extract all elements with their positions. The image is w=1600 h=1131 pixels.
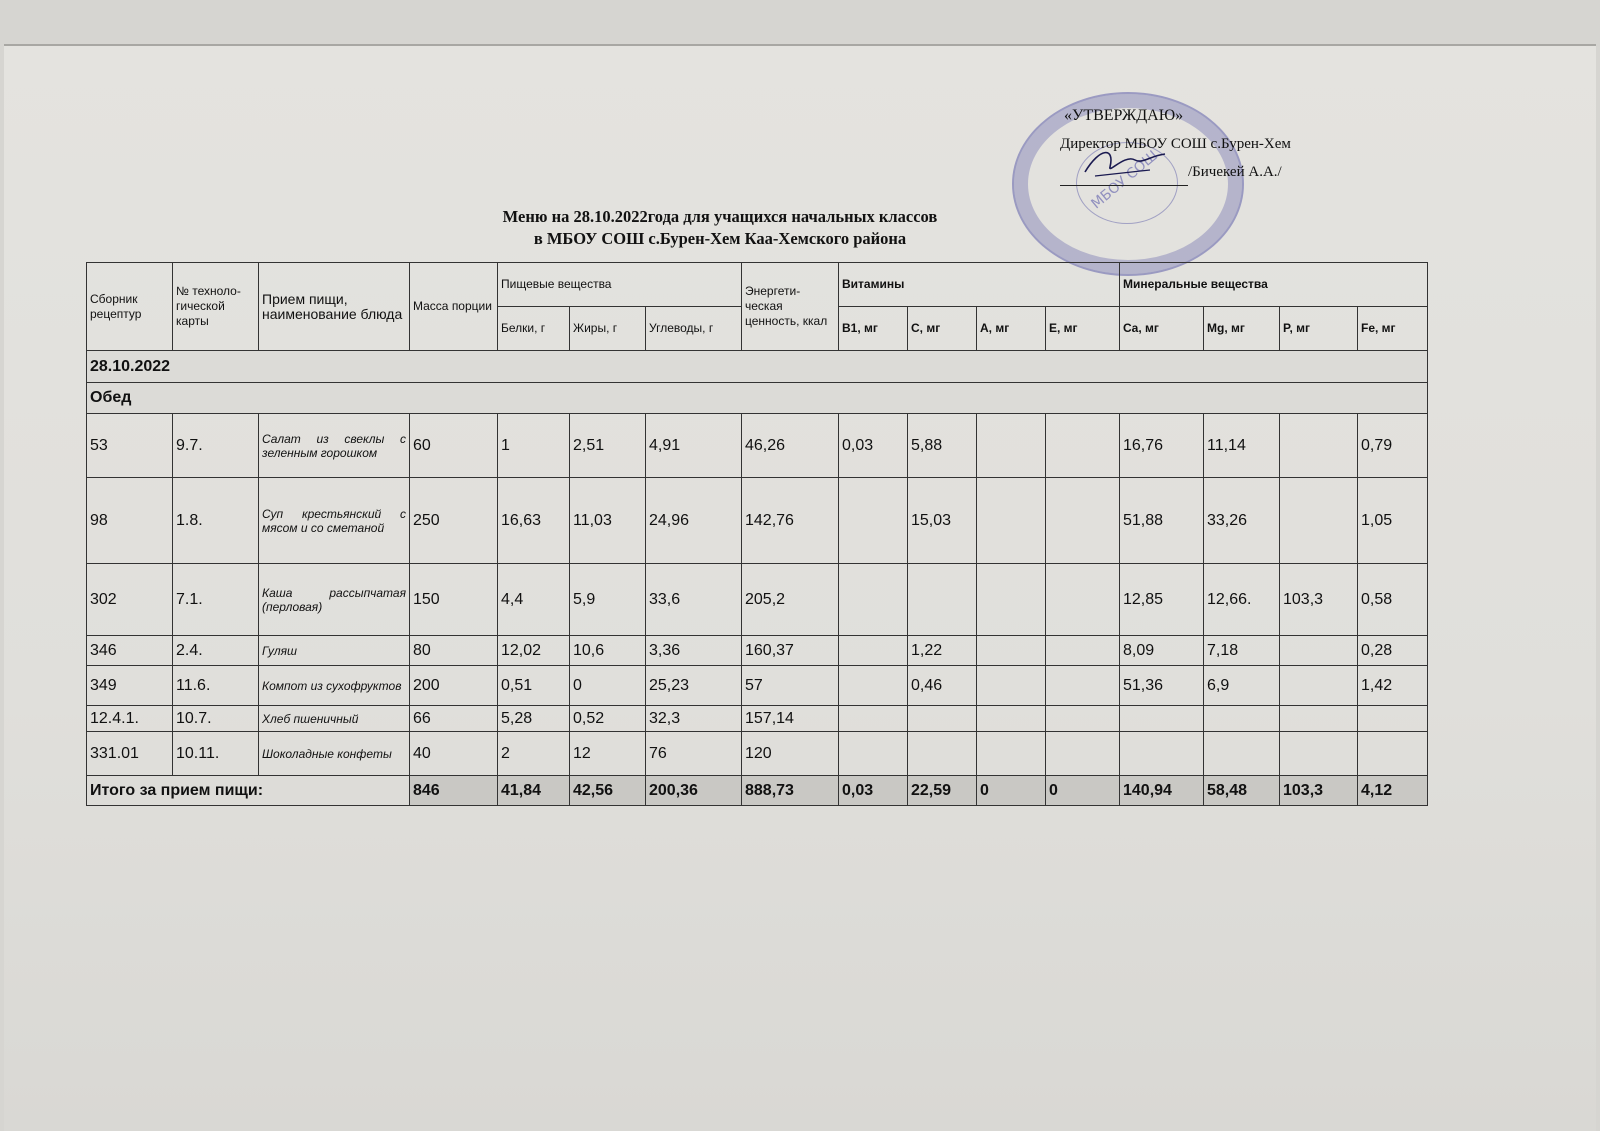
cell-carbs: 25,23 (646, 666, 742, 706)
cell-proteins: 4,4 (498, 564, 570, 636)
total-b1: 0,03 (839, 776, 908, 806)
cell-ca: 8,09 (1120, 636, 1204, 666)
cell-carbs: 4,91 (646, 414, 742, 478)
cell-b1 (839, 636, 908, 666)
table-row (87, 732, 1428, 776)
total-mass: 846 (410, 776, 498, 806)
cell-tech-card: 2.4. (173, 636, 259, 666)
cell-fe (1358, 732, 1428, 776)
cell-p (1280, 636, 1358, 666)
cell-recipe-collection: 331.01 (87, 732, 173, 776)
cell-tech-card: 10.11. (173, 732, 259, 776)
cell-e (1046, 414, 1120, 478)
meal-row: Обед (87, 383, 1428, 414)
cell-proteins: 2 (498, 732, 570, 776)
cell-c: 15,03 (908, 478, 977, 564)
cell-ca (1120, 732, 1204, 776)
cell-fe (1358, 706, 1428, 732)
total-fe: 4,12 (1358, 776, 1428, 806)
cell-fats: 10,6 (570, 636, 646, 666)
cell-energy: 160,37 (742, 636, 839, 666)
cell-fats: 5,9 (570, 564, 646, 636)
cell-energy: 120 (742, 732, 839, 776)
cell-mass: 60 (410, 414, 498, 478)
header-a: A, мг (977, 307, 1046, 351)
cell-ca: 16,76 (1120, 414, 1204, 478)
cell-e (1046, 564, 1120, 636)
total-c: 22,59 (908, 776, 977, 806)
total-fat: 42,56 (570, 776, 646, 806)
cell-fats: 0 (570, 666, 646, 706)
cell-carbs: 76 (646, 732, 742, 776)
cell-fats: 12 (570, 732, 646, 776)
cell-recipe-collection: 12.4.1. (87, 706, 173, 732)
cell-fats: 0,52 (570, 706, 646, 732)
cell-a (977, 478, 1046, 564)
cell-mg: 6,9 (1204, 666, 1280, 706)
header-nutrients: Пищевые вещества (498, 263, 742, 307)
cell-ca: 51,88 (1120, 478, 1204, 564)
cell-ca (1120, 706, 1204, 732)
approval-signer-line (1060, 158, 1400, 186)
cell-c: 0,46 (908, 666, 977, 706)
total-e: 0 (1046, 776, 1120, 806)
cell-energy: 205,2 (742, 564, 839, 636)
cell-tech-card: 1.8. (173, 478, 259, 564)
cell-mass: 40 (410, 732, 498, 776)
header-mg: Mg, мг (1204, 307, 1280, 351)
cell-recipe-collection: 53 (87, 414, 173, 478)
approval-signer: /Бичекей А.А./ (1188, 164, 1282, 180)
cell-e (1046, 478, 1120, 564)
cell-c: 5,88 (908, 414, 977, 478)
date-row: 28.10.2022 (87, 351, 1428, 383)
cell-ca: 12,85 (1120, 564, 1204, 636)
total-energy: 888,73 (742, 776, 839, 806)
cell-p (1280, 414, 1358, 478)
cell-mg: 12,66. (1204, 564, 1280, 636)
total-ca: 140,94 (1120, 776, 1204, 806)
cell-fats: 2,51 (570, 414, 646, 478)
cell-fe: 1,05 (1358, 478, 1428, 564)
cell-b1 (839, 732, 908, 776)
cell-b1 (839, 564, 908, 636)
header-recipe-collection: Сборник рецептур (87, 263, 173, 351)
header-proteins: Белки, г (498, 307, 570, 351)
approval-block (1060, 102, 1400, 186)
cell-recipe-collection: 98 (87, 478, 173, 564)
cell-p (1280, 666, 1358, 706)
cell-p (1280, 706, 1358, 732)
header-tech-card: № техноло-гической карты (173, 263, 259, 351)
header-ca: Ca, мг (1120, 307, 1204, 351)
cell-dish-name: Каша рассыпчатая (перловая) (259, 564, 410, 636)
cell-fe: 1,42 (1358, 666, 1428, 706)
cell-a (977, 706, 1046, 732)
approval-position: Директор МБОУ СОШ с.Бурен-Хем (1060, 136, 1291, 152)
cell-a (977, 636, 1046, 666)
table-row (87, 564, 1428, 636)
cell-c (908, 706, 977, 732)
header-energy: Энергети-ческая ценность, ккал (742, 263, 839, 351)
cell-fats: 11,03 (570, 478, 646, 564)
cell-c (908, 732, 977, 776)
cell-mg (1204, 732, 1280, 776)
cell-proteins: 16,63 (498, 478, 570, 564)
document-title (290, 206, 1150, 250)
cell-proteins: 12,02 (498, 636, 570, 666)
cell-b1 (839, 666, 908, 706)
cell-a (977, 414, 1046, 478)
cell-mg: 33,26 (1204, 478, 1280, 564)
cell-mass: 250 (410, 478, 498, 564)
cell-mass: 200 (410, 666, 498, 706)
header-fe: Fe, мг (1358, 307, 1428, 351)
cell-proteins: 0,51 (498, 666, 570, 706)
total-prot: 41,84 (498, 776, 570, 806)
header-fats: Жиры, г (570, 307, 646, 351)
cell-carbs: 24,96 (646, 478, 742, 564)
header-minerals: Минеральные вещества (1120, 263, 1428, 307)
cell-e (1046, 706, 1120, 732)
cell-tech-card: 7.1. (173, 564, 259, 636)
cell-tech-card: 11.6. (173, 666, 259, 706)
cell-proteins: 5,28 (498, 706, 570, 732)
cell-dish-name: Гуляш (259, 636, 410, 666)
cell-recipe-collection: 346 (87, 636, 173, 666)
cell-b1: 0,03 (839, 414, 908, 478)
cell-mg: 11,14 (1204, 414, 1280, 478)
menu-table (86, 262, 1428, 806)
cell-energy: 142,76 (742, 478, 839, 564)
table-row (87, 636, 1428, 666)
title-line-2: в МБОУ СОШ с.Бурен-Хем Каа-Хемского района (533, 229, 907, 248)
total-mg: 58,48 (1204, 776, 1280, 806)
cell-energy: 157,14 (742, 706, 839, 732)
table-row (87, 706, 1428, 732)
header-dish: Прием пищи, наименование блюда (259, 263, 410, 351)
header-carbs: Углеводы, г (646, 307, 742, 351)
header-p: P, мг (1280, 307, 1358, 351)
total-p: 103,3 (1280, 776, 1358, 806)
cell-e (1046, 732, 1120, 776)
cell-carbs: 32,3 (646, 706, 742, 732)
cell-dish-name: Шоколадные конфеты (259, 732, 410, 776)
cell-c: 1,22 (908, 636, 977, 666)
cell-fe: 0,28 (1358, 636, 1428, 666)
cell-dish-name: Компот из сухофруктов (259, 666, 410, 706)
header-vitamins: Витамины (839, 263, 1120, 307)
cell-a (977, 564, 1046, 636)
total-row (87, 776, 1428, 806)
cell-a (977, 666, 1046, 706)
total-carb: 200,36 (646, 776, 742, 806)
cell-dish-name: Суп крестьянский с мясом и со сметаной (259, 478, 410, 564)
cell-b1 (839, 478, 908, 564)
cell-energy: 46,26 (742, 414, 839, 478)
cell-mass: 80 (410, 636, 498, 666)
cell-e (1046, 666, 1120, 706)
title-line-1: Меню на 28.10.2022года для учащихся начальных классов (502, 207, 938, 226)
cell-carbs: 33,6 (646, 564, 742, 636)
table-row (87, 414, 1428, 478)
cell-fe: 0,79 (1358, 414, 1428, 478)
cell-fe: 0,58 (1358, 564, 1428, 636)
approval-word: «УТВЕРЖДАЮ» (1064, 107, 1184, 124)
header-mass: Масса порции (410, 263, 498, 351)
cell-proteins: 1 (498, 414, 570, 478)
cell-mg (1204, 706, 1280, 732)
table-row (87, 478, 1428, 564)
cell-e (1046, 636, 1120, 666)
cell-a (977, 732, 1046, 776)
total-label: Итого за прием пищи: (87, 776, 410, 806)
total-a: 0 (977, 776, 1046, 806)
official-seal: МБОУ СОШ (1012, 92, 1244, 276)
cell-recipe-collection: 349 (87, 666, 173, 706)
cell-mass: 66 (410, 706, 498, 732)
header-e: E, мг (1046, 307, 1120, 351)
cell-dish-name: Салат из свеклы с зеленным горошком (259, 414, 410, 478)
header-c: C, мг (908, 307, 977, 351)
cell-recipe-collection: 302 (87, 564, 173, 636)
cell-p (1280, 478, 1358, 564)
cell-b1 (839, 706, 908, 732)
table-row (87, 666, 1428, 706)
header-b1: B1, мг (839, 307, 908, 351)
cell-carbs: 3,36 (646, 636, 742, 666)
cell-dish-name: Хлеб пшеничный (259, 706, 410, 732)
cell-tech-card: 10.7. (173, 706, 259, 732)
cell-c (908, 564, 977, 636)
cell-mg: 7,18 (1204, 636, 1280, 666)
cell-mass: 150 (410, 564, 498, 636)
cell-ca: 51,36 (1120, 666, 1204, 706)
cell-energy: 57 (742, 666, 839, 706)
cell-tech-card: 9.7. (173, 414, 259, 478)
cell-p: 103,3 (1280, 564, 1358, 636)
cell-p (1280, 732, 1358, 776)
